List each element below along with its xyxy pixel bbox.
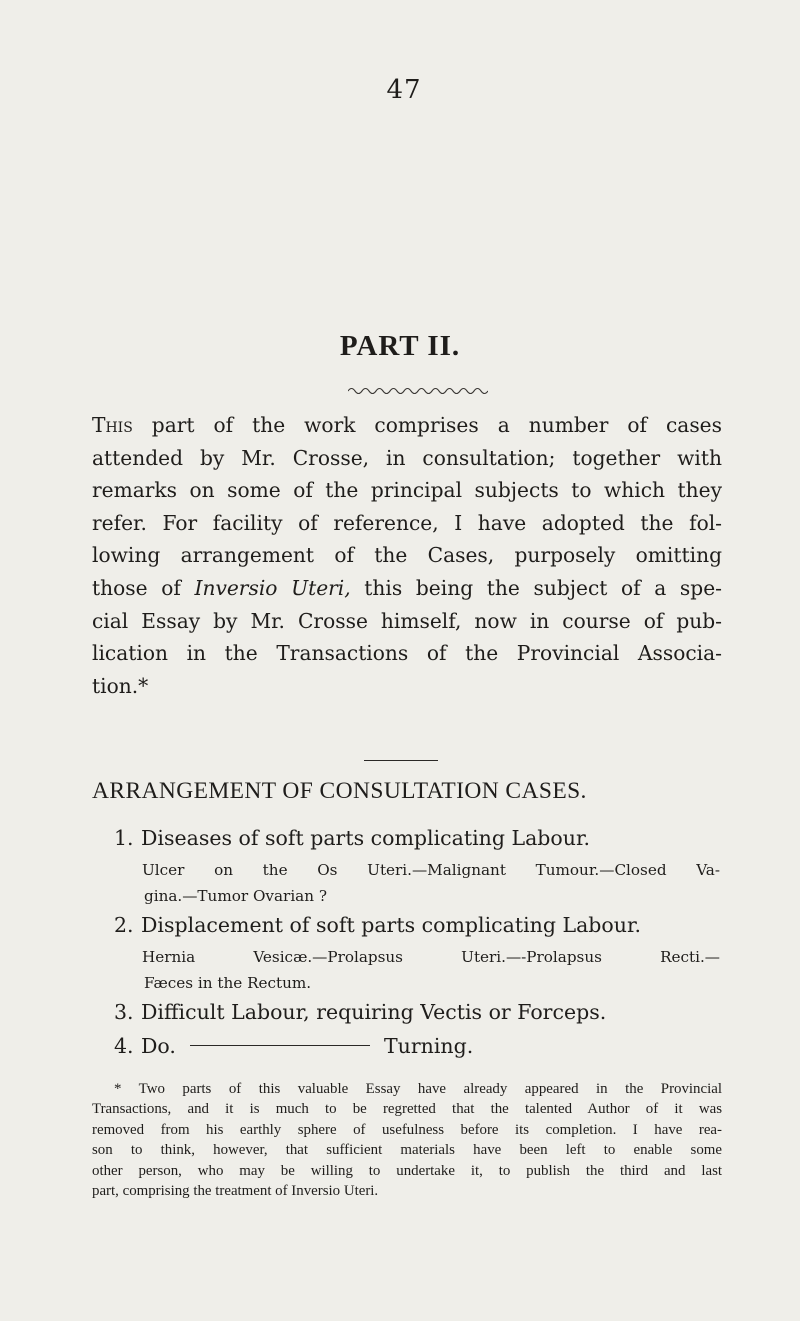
list-item-2-description: Hernia Vesicæ.—Prolapsus Uteri.—-Prolapsus Recti.— Fæces in the Rectum.	[142, 948, 720, 992]
footnote-line: removed from his earthly sphere of usefulness before its completion. I have rea-	[92, 1121, 722, 1138]
footnote-line: * Two parts of this valuable Essay have already appeared in the Provincial	[114, 1081, 722, 1097]
arrangement-heading: ARRANGEMENT OF CONSULTATION CASES.	[92, 778, 587, 804]
intro-line-6: those of Inversio Uteri, this being the subject of a spe-	[92, 575, 722, 600]
intro-line-7: cial Essay by Mr. Crosse himself, now in course of pub-	[92, 608, 722, 633]
intro-line-3: remarks on some of the principal subjects to which they	[92, 478, 722, 503]
footnote-line: son to think, however, that sufficient materials have been left to enable some	[92, 1142, 722, 1159]
ditto-rule	[190, 1045, 370, 1046]
footnote	[92, 1079, 722, 1201]
footnote-line: part, comprising the treatment of Inversio Uteri.	[92, 1183, 379, 1200]
intro-line-1: This part of the work comprises a number of cases	[92, 413, 722, 437]
footnote-line: other person, who may be willing to undertake it, to publish the third and last	[92, 1162, 722, 1179]
intro-line-9: tion.*	[92, 673, 149, 698]
intro-line-8: lication in the Transactions of the Provincial Associa-	[92, 641, 722, 666]
list-item-3-title: 3. Difficult Labour, requiring Vectis or Forceps.	[114, 1000, 607, 1024]
intro-line-4: refer. For facility of reference, I have adopted the fol-	[92, 510, 722, 535]
intro-paragraph	[92, 409, 722, 702]
part-heading: PART II.	[339, 330, 461, 362]
list-item-4-title: 4. Do. Turning.	[114, 1034, 474, 1058]
list-item-1-title: 1. Diseases of soft parts complicating Labour.	[114, 826, 591, 850]
list-item-2-title: 2. Displacement of soft parts complicating Labour.	[114, 913, 642, 937]
intro-line-5: lowing arrangement of the Cases, purposely omitting	[92, 543, 722, 568]
page-number: 47	[386, 75, 422, 105]
intro-line-2: attended by Mr. Crosse, in consultation; together with	[92, 445, 722, 470]
wavy-ornament-rule	[348, 385, 488, 397]
footnote-line: Transactions, and it is much to be regretted that the talented Author of it was	[92, 1101, 722, 1118]
list-item-1-description: Ulcer on the Os Uteri.—Malignant Tumour.—Closed Va- gina.—Tumor Ovarian ?	[142, 861, 720, 905]
section-divider	[364, 760, 438, 761]
